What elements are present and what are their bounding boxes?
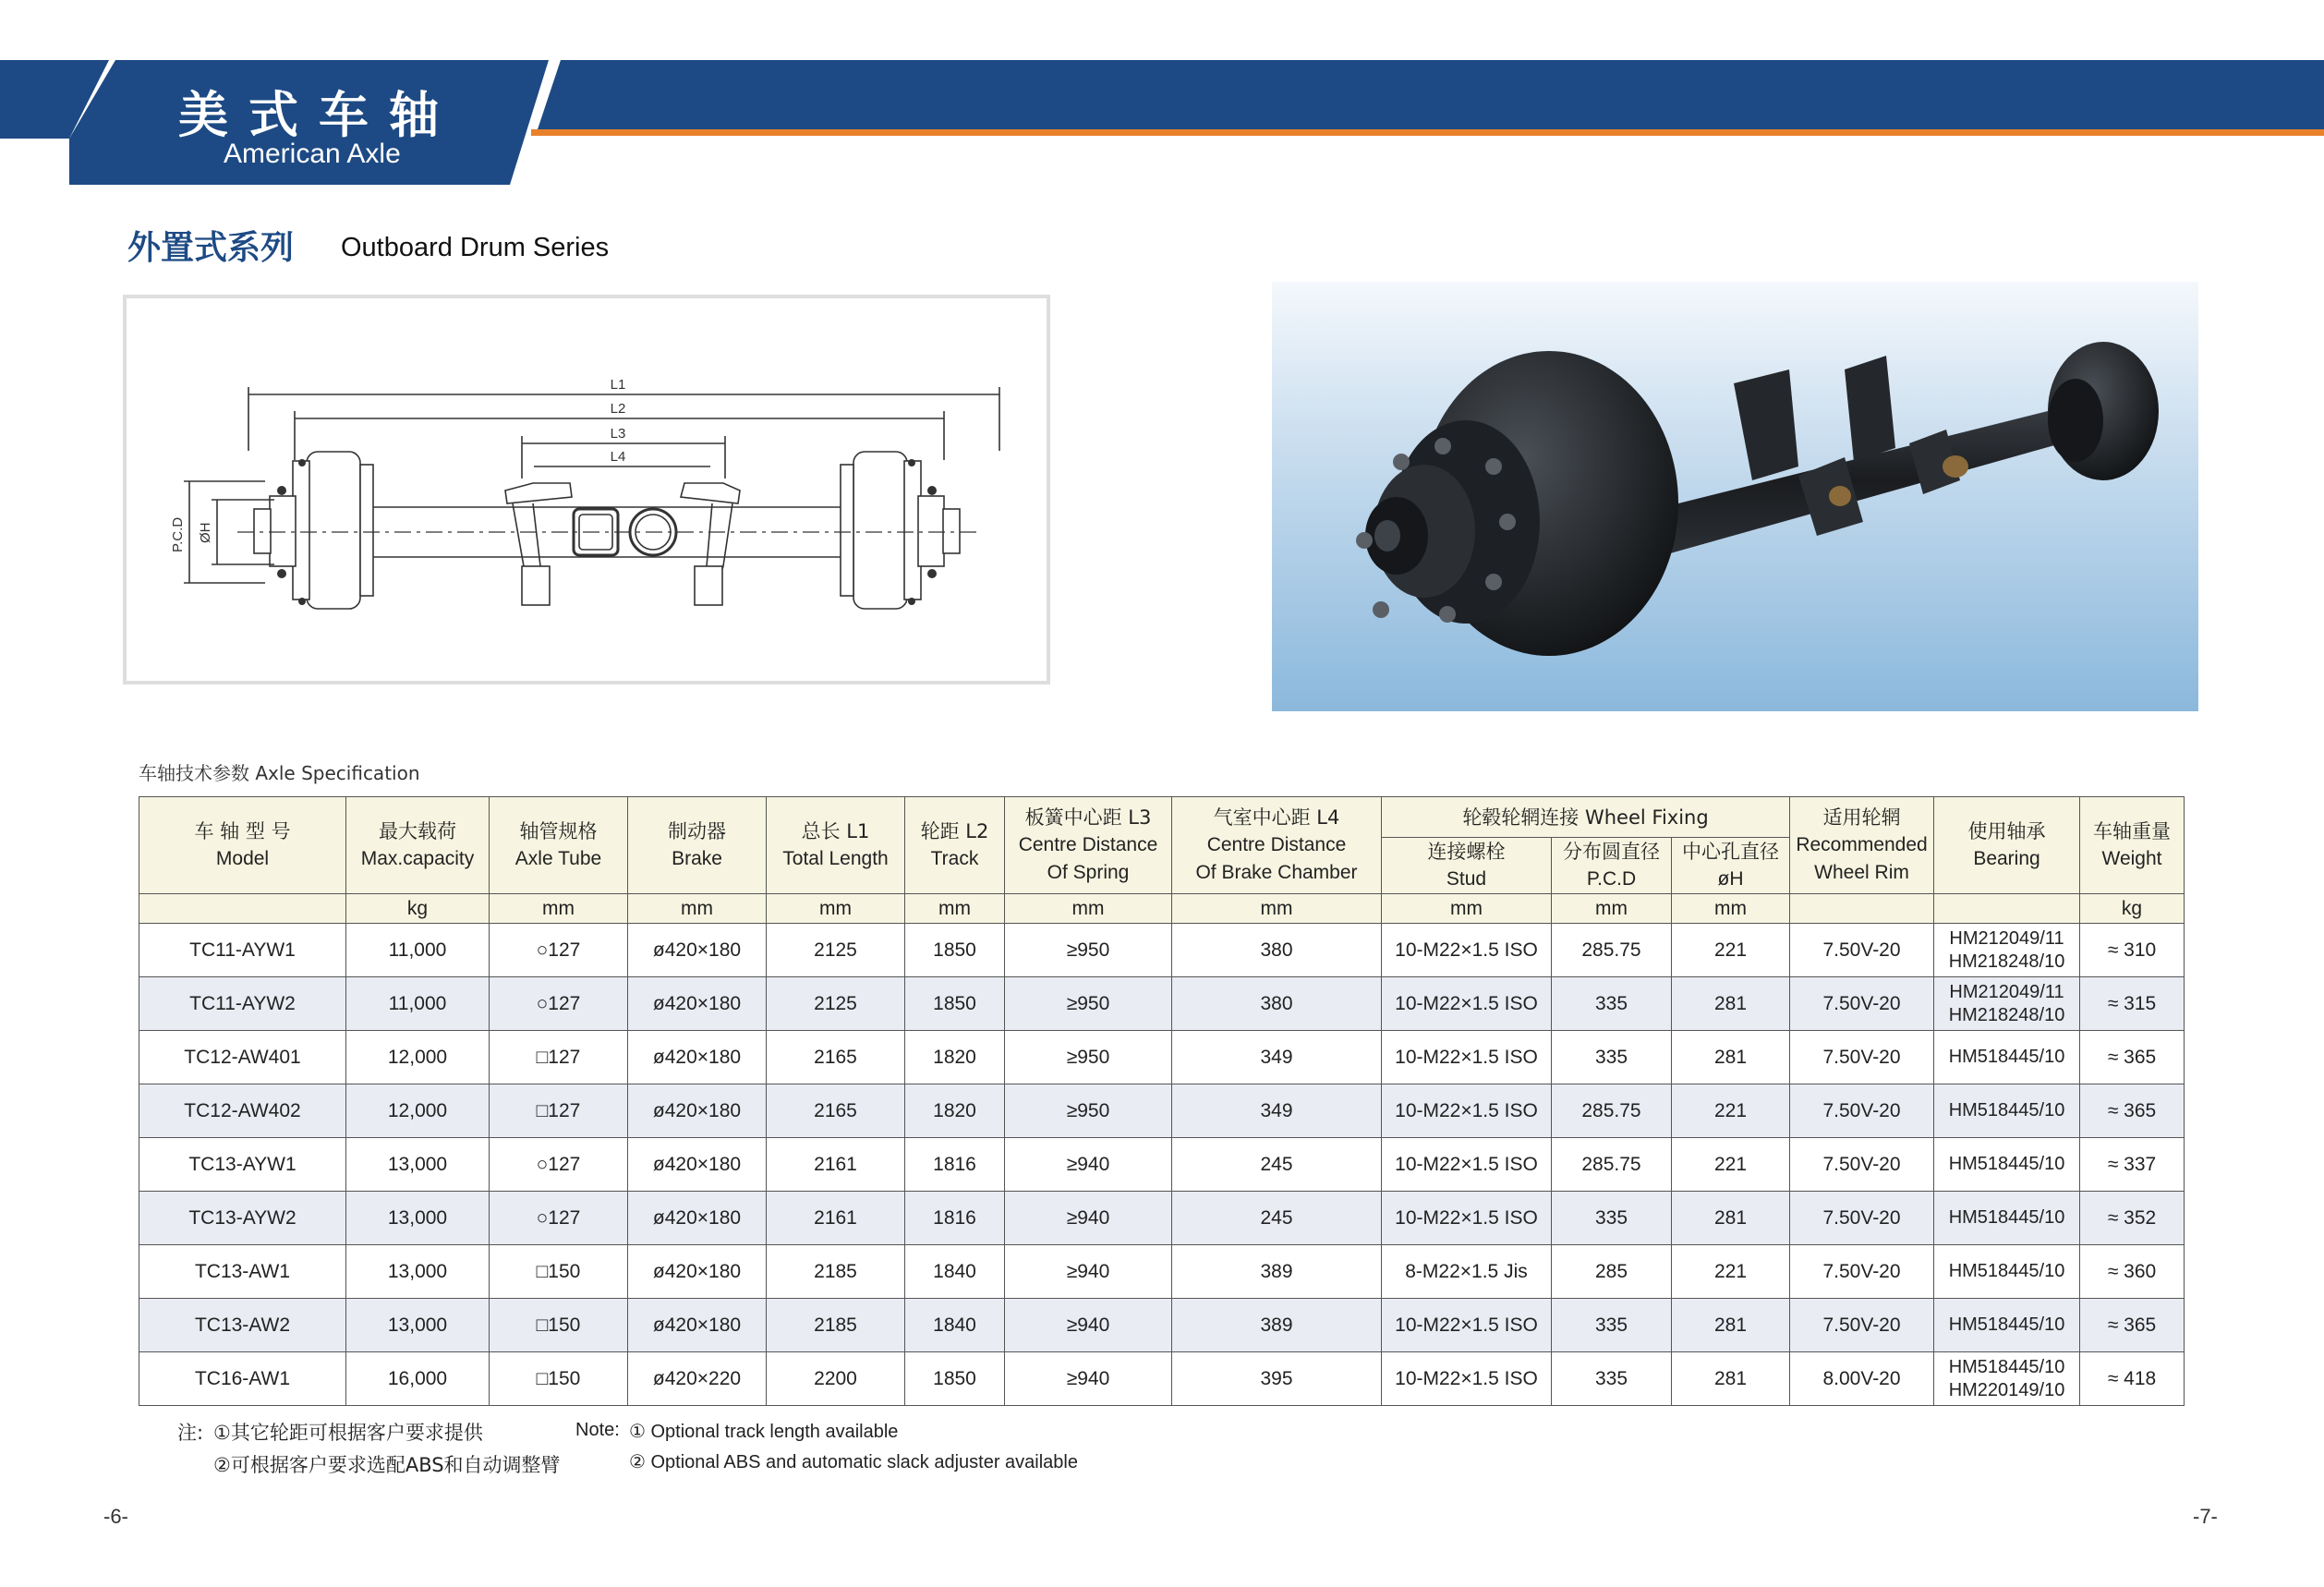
cell-axle-tube: □127 xyxy=(490,1031,628,1084)
dim-label-l4: L4 xyxy=(610,449,626,465)
cell-brake: ø420×220 xyxy=(628,1352,767,1406)
unit-rim xyxy=(1790,894,1934,924)
cell-rim: 7.50V-20 xyxy=(1790,1084,1934,1138)
cell-model: TC11-AYW1 xyxy=(139,924,346,977)
dim-label-bore: ØH xyxy=(198,522,213,543)
header-spring-en2: Of Spring xyxy=(1047,862,1130,883)
header-bearing xyxy=(1934,797,2080,894)
cell-axle-tube: ○127 xyxy=(490,1192,628,1245)
cell-brake: ø420×180 xyxy=(628,924,767,977)
header-pcd-cn: 分布圆直径 xyxy=(1563,841,1660,863)
table-row xyxy=(139,1245,2185,1299)
cell-track: 1820 xyxy=(905,1084,1005,1138)
cell-brake: ø420×180 xyxy=(628,1299,767,1352)
dim-label-l2: L2 xyxy=(610,401,626,417)
page-number-right: -7- xyxy=(2193,1505,2218,1528)
series-title-cn: 外置式系列 xyxy=(127,229,295,267)
cell-axle-tube: ○127 xyxy=(490,924,628,977)
cell-axle-tube: ○127 xyxy=(490,1138,628,1192)
cell-bearing xyxy=(1934,977,2080,1031)
cell-length: 2125 xyxy=(767,977,905,1031)
cell-pcd: 285 xyxy=(1552,1245,1672,1299)
dim-label-l1: L1 xyxy=(610,377,626,393)
table-row xyxy=(139,977,2185,1031)
cell-capacity: 13,000 xyxy=(346,1192,490,1245)
header-spring-en1: Centre Distance xyxy=(1018,834,1158,855)
header-bore xyxy=(1672,838,1790,894)
cell-track: 1850 xyxy=(905,977,1005,1031)
unit-stud: mm xyxy=(1382,894,1552,924)
cell-length: 2185 xyxy=(767,1245,905,1299)
header-weight xyxy=(2080,797,2185,894)
header-track-cn: 轮距 L2 xyxy=(920,820,989,842)
cell-bearing xyxy=(1934,1031,2080,1084)
cell-bore: 281 xyxy=(1672,1192,1790,1245)
note-en-2: ② Optional ABS and automatic slack adjuster available xyxy=(629,1452,1078,1472)
header-axle-tube-cn: 轴管规格 xyxy=(519,820,598,842)
header-chamber xyxy=(1172,797,1382,894)
cell-model: TC13-AW1 xyxy=(139,1245,346,1299)
header-bore-en: øH xyxy=(1717,868,1744,890)
cell-spring: ≥950 xyxy=(1005,1031,1172,1084)
bearing-line-1: HM518445/10 xyxy=(1948,1100,2065,1121)
unit-length: mm xyxy=(767,894,905,924)
header-rim-cn: 适用轮辋 xyxy=(1822,806,1901,829)
units-row xyxy=(139,894,2185,924)
unit-spring: mm xyxy=(1005,894,1172,924)
cell-brake: ø420×180 xyxy=(628,1031,767,1084)
cell-weight: ≈ 310 xyxy=(2080,924,2185,977)
cell-bearing xyxy=(1934,1299,2080,1352)
cell-spring: ≥950 xyxy=(1005,924,1172,977)
header-stud-en: Stud xyxy=(1446,868,1487,890)
unit-weight: kg xyxy=(2080,894,2185,924)
cell-rim: 8.00V-20 xyxy=(1790,1352,1934,1406)
page-title-en: American Axle xyxy=(224,139,401,169)
cell-weight: ≈ 315 xyxy=(2080,977,2185,1031)
bearing-line-1: HM518445/10 xyxy=(1948,1154,2065,1174)
axle-technical-drawing xyxy=(123,295,1050,684)
bearing-line-1: HM212049/11 xyxy=(1949,927,2064,949)
cell-stud: 10-M22×1.5 ISO xyxy=(1382,1084,1552,1138)
header-track-en: Track xyxy=(930,848,979,869)
header-bore-cn: 中心孔直径 xyxy=(1682,841,1779,863)
cell-stud: 10-M22×1.5 ISO xyxy=(1382,1031,1552,1084)
cell-rim: 7.50V-20 xyxy=(1790,977,1934,1031)
cell-bore: 281 xyxy=(1672,1299,1790,1352)
cell-brake: ø420×180 xyxy=(628,977,767,1031)
table-row xyxy=(139,1352,2185,1406)
bearing-line-2: HM220149/10 xyxy=(1948,1379,2065,1400)
cell-track: 1820 xyxy=(905,1031,1005,1084)
dim-label-l3: L3 xyxy=(610,426,626,442)
header-chamber-en2: Of Brake Chamber xyxy=(1195,862,1358,883)
bearing-line-1: HM212049/11 xyxy=(1949,981,2064,1002)
cell-weight: ≈ 337 xyxy=(2080,1138,2185,1192)
cell-pcd: 335 xyxy=(1552,1192,1672,1245)
cell-bearing xyxy=(1934,1138,2080,1192)
cell-rim: 7.50V-20 xyxy=(1790,1245,1934,1299)
cell-capacity: 12,000 xyxy=(346,1084,490,1138)
cell-axle-tube: □150 xyxy=(490,1352,628,1406)
dim-label-pcd: P.C.D xyxy=(170,516,186,552)
bearing-line-1: HM518445/10 xyxy=(1948,1207,2065,1228)
cell-track: 1840 xyxy=(905,1245,1005,1299)
header-brake-cn: 制动器 xyxy=(668,820,726,842)
cell-chamber: 245 xyxy=(1172,1192,1382,1245)
cell-spring: ≥940 xyxy=(1005,1192,1172,1245)
cell-weight: ≈ 352 xyxy=(2080,1192,2185,1245)
unit-pcd: mm xyxy=(1552,894,1672,924)
cell-chamber: 380 xyxy=(1172,924,1382,977)
cell-length: 2165 xyxy=(767,1084,905,1138)
cell-pcd: 335 xyxy=(1552,1031,1672,1084)
cell-stud: 8-M22×1.5 Jis xyxy=(1382,1245,1552,1299)
header-bearing-cn: 使用轴承 xyxy=(1967,820,2046,842)
cell-track: 1816 xyxy=(905,1138,1005,1192)
cell-length: 2200 xyxy=(767,1352,905,1406)
cell-bore: 221 xyxy=(1672,1245,1790,1299)
unit-capacity: kg xyxy=(346,894,490,924)
header-track xyxy=(905,797,1005,894)
header-stud-cn: 连接螺栓 xyxy=(1427,841,1506,863)
table-row xyxy=(139,924,2185,977)
header-axle-tube-en: Axle Tube xyxy=(514,848,602,869)
cell-stud: 10-M22×1.5 ISO xyxy=(1382,977,1552,1031)
cell-brake: ø420×180 xyxy=(628,1138,767,1192)
cell-bearing xyxy=(1934,1084,2080,1138)
unit-chamber: mm xyxy=(1172,894,1382,924)
cell-chamber: 389 xyxy=(1172,1299,1382,1352)
header-rim-en1: Recommended xyxy=(1796,834,1928,855)
header-capacity xyxy=(346,797,490,894)
table-row xyxy=(139,1031,2185,1084)
cell-capacity: 12,000 xyxy=(346,1031,490,1084)
cell-stud: 10-M22×1.5 ISO xyxy=(1382,1138,1552,1192)
cell-chamber: 389 xyxy=(1172,1245,1382,1299)
cell-stud: 10-M22×1.5 ISO xyxy=(1382,1299,1552,1352)
unit-track: mm xyxy=(905,894,1005,924)
series-title-en: Outboard Drum Series xyxy=(341,233,610,262)
cell-pcd: 335 xyxy=(1552,977,1672,1031)
cell-bearing xyxy=(1934,1352,2080,1406)
cell-pcd: 335 xyxy=(1552,1299,1672,1352)
cell-bore: 281 xyxy=(1672,1031,1790,1084)
header-chamber-cn: 气室中心距 L4 xyxy=(1213,806,1340,829)
cell-chamber: 349 xyxy=(1172,1084,1382,1138)
unit-bearing xyxy=(1934,894,2080,924)
unit-brake: mm xyxy=(628,894,767,924)
header-length-en: Total Length xyxy=(782,848,889,869)
cell-rim: 7.50V-20 xyxy=(1790,1299,1934,1352)
axle-product-photo xyxy=(1272,282,2198,711)
axle-spec-table xyxy=(139,796,2185,1406)
cell-stud: 10-M22×1.5 ISO xyxy=(1382,924,1552,977)
cell-weight: ≈ 365 xyxy=(2080,1299,2185,1352)
cell-capacity: 11,000 xyxy=(346,924,490,977)
unit-axle-tube: mm xyxy=(490,894,628,924)
cell-weight: ≈ 360 xyxy=(2080,1245,2185,1299)
cell-model: TC12-AW401 xyxy=(139,1031,346,1084)
cell-axle-tube: □150 xyxy=(490,1245,628,1299)
cell-model: TC12-AW402 xyxy=(139,1084,346,1138)
table-caption: 车轴技术参数 Axle Specification xyxy=(139,762,420,784)
cell-weight: ≈ 365 xyxy=(2080,1084,2185,1138)
cell-spring: ≥940 xyxy=(1005,1245,1172,1299)
cell-model: TC13-AW2 xyxy=(139,1299,346,1352)
cell-model: TC13-AYW1 xyxy=(139,1138,346,1192)
cell-spring: ≥950 xyxy=(1005,1084,1172,1138)
cell-chamber: 395 xyxy=(1172,1352,1382,1406)
header-brake xyxy=(628,797,767,894)
cell-track: 1816 xyxy=(905,1192,1005,1245)
note-cn-1: ①其它轮距可根据客户要求提供 xyxy=(213,1422,483,1444)
header-weight-en: Weight xyxy=(2101,848,2162,869)
note-cn-label: 注: xyxy=(177,1422,204,1444)
cell-stud: 10-M22×1.5 ISO xyxy=(1382,1352,1552,1406)
cell-bore: 281 xyxy=(1672,977,1790,1031)
header-rim xyxy=(1790,797,1934,894)
bearing-line-2: HM218248/10 xyxy=(1948,1004,2065,1025)
cell-model: TC11-AYW2 xyxy=(139,977,346,1031)
header-capacity-en: Max.capacity xyxy=(360,848,475,869)
cell-axle-tube: ○127 xyxy=(490,977,628,1031)
bearing-line-1: HM518445/10 xyxy=(1948,1356,2065,1377)
cell-weight: ≈ 418 xyxy=(2080,1352,2185,1406)
cell-length: 2161 xyxy=(767,1138,905,1192)
header-chamber-en1: Centre Distance xyxy=(1206,834,1347,855)
cell-bearing xyxy=(1934,1245,2080,1299)
header-model-en: Model xyxy=(215,848,270,869)
header-spring-cn: 板簧中心距 L3 xyxy=(1024,806,1152,829)
cell-pcd: 285.75 xyxy=(1552,1138,1672,1192)
cell-track: 1840 xyxy=(905,1299,1005,1352)
cell-spring: ≥940 xyxy=(1005,1299,1172,1352)
table-row xyxy=(139,1192,2185,1245)
cell-spring: ≥940 xyxy=(1005,1138,1172,1192)
cell-model: TC13-AYW2 xyxy=(139,1192,346,1245)
note-en-1: ① Optional track length available xyxy=(629,1422,899,1442)
cell-chamber: 245 xyxy=(1172,1138,1382,1192)
bearing-line-1: HM518445/10 xyxy=(1948,1261,2065,1281)
cell-pcd: 335 xyxy=(1552,1352,1672,1406)
cell-length: 2161 xyxy=(767,1192,905,1245)
bearing-line-1: HM518445/10 xyxy=(1948,1047,2065,1067)
cell-axle-tube: □150 xyxy=(490,1299,628,1352)
page-number-left: -6- xyxy=(103,1505,128,1528)
cell-bore: 281 xyxy=(1672,1352,1790,1406)
cell-stud: 10-M22×1.5 ISO xyxy=(1382,1192,1552,1245)
header-length xyxy=(767,797,905,894)
unit-model xyxy=(139,894,346,924)
cell-pcd: 285.75 xyxy=(1552,924,1672,977)
axle-drawing-svg xyxy=(127,298,1047,681)
header-pcd xyxy=(1552,838,1672,894)
table-row xyxy=(139,1138,2185,1192)
page-title-cn: 美式车轴 xyxy=(178,86,459,144)
cell-weight: ≈ 365 xyxy=(2080,1031,2185,1084)
cell-bearing xyxy=(1934,1192,2080,1245)
cell-rim: 7.50V-20 xyxy=(1790,1192,1934,1245)
cell-rim: 7.50V-20 xyxy=(1790,1031,1934,1084)
bearing-line-2: HM218248/10 xyxy=(1948,951,2065,972)
header-bearing-en: Bearing xyxy=(1973,848,2040,869)
cell-spring: ≥940 xyxy=(1005,1352,1172,1406)
cell-capacity: 13,000 xyxy=(346,1138,490,1192)
cell-axle-tube: □127 xyxy=(490,1084,628,1138)
cell-bore: 221 xyxy=(1672,924,1790,977)
cell-bearing xyxy=(1934,924,2080,977)
header-axle-tube xyxy=(490,797,628,894)
note-en-label: Note: xyxy=(575,1420,620,1440)
unit-bore: mm xyxy=(1672,894,1790,924)
table-row xyxy=(139,1084,2185,1138)
cell-track: 1850 xyxy=(905,1352,1005,1406)
header-pcd-en: P.C.D xyxy=(1586,868,1637,890)
bearing-line-1: HM518445/10 xyxy=(1948,1314,2065,1335)
cell-model: TC16-AW1 xyxy=(139,1352,346,1406)
cell-pcd: 285.75 xyxy=(1552,1084,1672,1138)
cell-brake: ø420×180 xyxy=(628,1245,767,1299)
cell-capacity: 16,000 xyxy=(346,1352,490,1406)
cell-track: 1850 xyxy=(905,924,1005,977)
cell-capacity: 11,000 xyxy=(346,977,490,1031)
cell-capacity: 13,000 xyxy=(346,1299,490,1352)
cell-length: 2165 xyxy=(767,1031,905,1084)
cell-brake: ø420×180 xyxy=(628,1084,767,1138)
cell-chamber: 380 xyxy=(1172,977,1382,1031)
header-model-cn: 车 轴 型 号 xyxy=(194,820,291,842)
header-capacity-cn: 最大载荷 xyxy=(379,820,456,842)
cell-bore: 221 xyxy=(1672,1138,1790,1192)
header-stud xyxy=(1382,838,1552,894)
cell-rim: 7.50V-20 xyxy=(1790,1138,1934,1192)
cell-spring: ≥950 xyxy=(1005,977,1172,1031)
cell-capacity: 13,000 xyxy=(346,1245,490,1299)
cell-rim: 7.50V-20 xyxy=(1790,924,1934,977)
cell-length: 2185 xyxy=(767,1299,905,1352)
note-cn-2: ②可根据客户要求选配ABS和自动调整臂 xyxy=(213,1454,561,1476)
table-row xyxy=(139,1299,2185,1352)
header-brake-en: Brake xyxy=(672,848,722,869)
header-rim-en2: Wheel Rim xyxy=(1814,862,1909,883)
header-spring xyxy=(1005,797,1172,894)
header-length-cn: 总长 L1 xyxy=(801,820,870,842)
header-weight-cn: 车轴重量 xyxy=(2093,820,2172,842)
cell-chamber: 349 xyxy=(1172,1031,1382,1084)
axle-illustration xyxy=(1272,282,2198,711)
header-wheel-fixing: 轮毂轮辋连接 Wheel Fixing xyxy=(1382,797,1790,838)
cell-brake: ø420×180 xyxy=(628,1192,767,1245)
header-model xyxy=(139,797,346,894)
cell-bore: 221 xyxy=(1672,1084,1790,1138)
cell-length: 2125 xyxy=(767,924,905,977)
